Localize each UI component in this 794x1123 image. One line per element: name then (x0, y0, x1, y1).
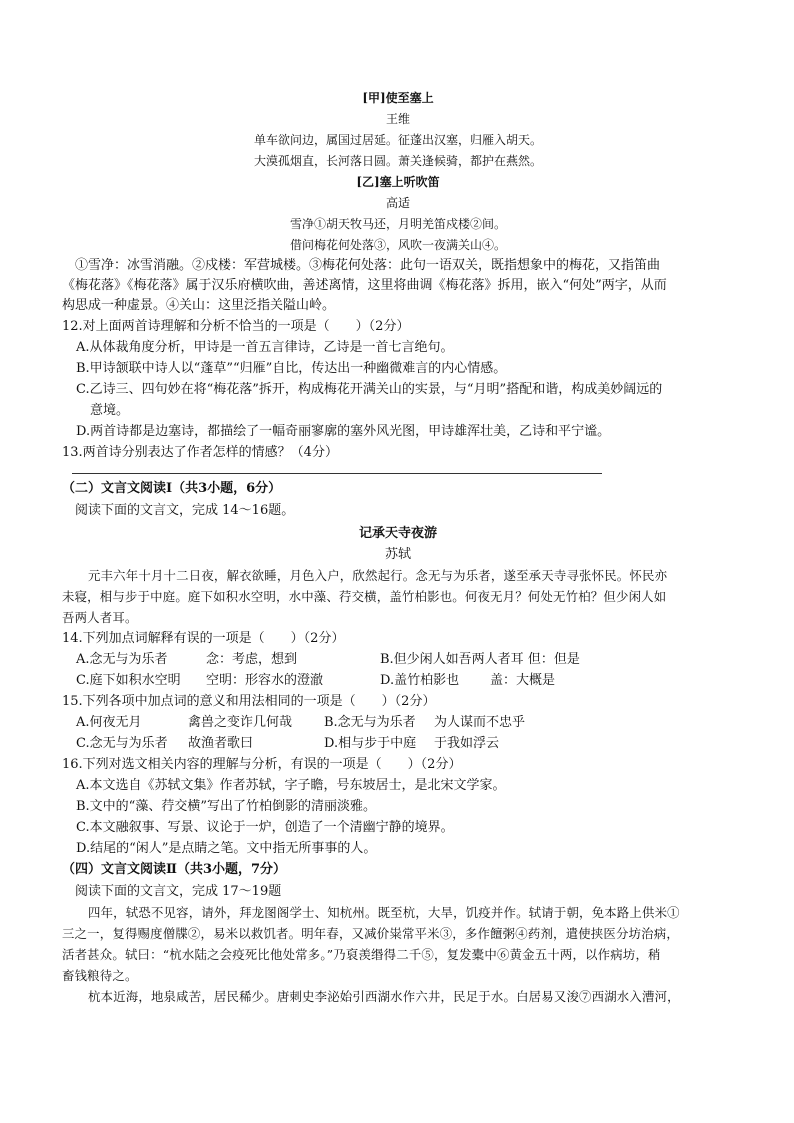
section-4-heading: （四）文言文阅读Ⅱ（共3小题，7分） (62, 862, 287, 877)
section-4-instruction: 阅读下面的文言文，完成 17～19题 (75, 884, 282, 899)
poem-note: 构思成一种虚景。④关山：这里泛指关隘山岭。 (62, 298, 336, 313)
question-15-row (62, 733, 734, 754)
question-16-option[interactable]: D.结尾的“闲人”是点睛之笔。文中指无所事事的人。 (76, 841, 377, 856)
poem-b-line: 雪净①胡天牧马还，月明羌笛戍楼②间。 (289, 217, 506, 231)
question-16-option[interactable]: A.本文选自《苏轼文集》作者苏轼，字子瞻，号东坡居士，是北宋文学家。 (76, 778, 506, 793)
question-14-row (62, 670, 734, 691)
question-15-option-d[interactable]: D.相与步于中庭 (324, 736, 417, 751)
question-14-stem: 14.下列加点词解释有误的一项是（ ）（2分） (62, 631, 345, 646)
question-16-stem: 16.下列对选文相关内容的理解与分析，有误的一项是（ ）（2分） (62, 757, 462, 772)
passage-2-line: 四年，轼恐不见容，请外，拜龙图阁学士、知杭州。既至杭，大旱，饥疫并作。轼请于朝，免本路上供米① (88, 905, 680, 920)
poem-a-title: [甲]使至塞上 (362, 91, 434, 105)
poem-a-author: 王维 (385, 112, 410, 126)
section-2-instruction: 阅读下面的文言文，完成 14～16题。 (75, 503, 295, 518)
question-12-option-cont: 意境。 (90, 403, 130, 418)
question-15-option-c-compare: 故渔者歌曰 (188, 736, 254, 751)
question-15-option-c[interactable]: C.念无与为乐者 (76, 736, 168, 751)
question-12-option[interactable]: C.乙诗三、四句妙在将“梅花落”拆开，构成梅花开满关山的实景，与“月明”搭配和谐，构成美妙阔远的 (76, 382, 663, 397)
poem-b-author: 高适 (385, 196, 410, 210)
question-15-option-a[interactable]: A.何夜无月 (76, 715, 142, 730)
poem-note: ①雪净：冰雪消融。②戍楼：军营城楼。③梅花何处落：此句一语双关，既指想象中的梅花，又指笛曲 (75, 258, 661, 273)
question-14-option-a[interactable]: A.念无与为乐者 (76, 652, 168, 667)
question-16-option[interactable]: B.文中的“藻、荇交横”写出了竹柏倒影的清丽淡雅。 (76, 799, 376, 814)
question-13-stem: 13.两首诗分别表达了作者怎样的情感？（4分） (62, 445, 338, 460)
poem-a-line: 单车欲问边，属国过居延。征蓬出汉塞，归雁入胡天。 (253, 133, 542, 147)
question-12-option[interactable]: B.甲诗颔联中诗人以“蓬草”“归雁”自比，传达出一种幽微难言的内心情感。 (76, 361, 507, 376)
passage-author: 苏轼 (384, 547, 411, 562)
question-14-option-d[interactable]: D.盖竹柏影也 (380, 673, 460, 688)
question-12-option[interactable]: A.从体裁角度分析，甲诗是一首五言律诗，乙诗是一首七言绝句。 (76, 340, 454, 355)
question-15-option-d-compare: 于我如浮云 (434, 736, 500, 751)
question-15-option-b[interactable]: B.念无与为乐者 (324, 715, 416, 730)
passage-title: 记承天寺夜游 (358, 526, 437, 541)
question-14-option-a-gloss: 念：考虑，想到 (206, 652, 298, 667)
poem-b-line: 借问梅花何处落③，风吹一夜满关山④。 (289, 238, 506, 252)
question-15-option-a-compare: 禽兽之变诈几何哉 (188, 715, 293, 730)
passage-2-line: 杭本近海，地泉咸苦，居民稀少。唐刺史李泌始引西湖水作六井，民足于水。白居易又浚⑦西湖水入漕河， (88, 989, 680, 1004)
passage-2-line: 三之一，复得赐度僧牒②，易米以救饥者。明年春，又减价粜常平米③，多作饘粥④药剂，遣使挟医分坊治病， (62, 926, 679, 941)
section-2-heading: （二）文言文阅读Ⅰ（共3小题，6分） (62, 481, 282, 496)
passage-2-line: 畜钱粮待之。 (62, 968, 138, 983)
question-14-option-b[interactable]: B.但少闲人如吾两人者耳 但：但是 (380, 652, 580, 667)
poem-a-line: 大漠孤烟直，长河落日圆。萧关逢候骑，都护在燕然。 (253, 154, 542, 168)
question-15-row (62, 712, 734, 733)
question-14-option-c-gloss: 空明：形容水的澄澈 (206, 673, 324, 688)
passage-line: 元丰六年十月十二日夜，解衣欲睡，月色入户，欣然起行。念无与为乐者，遂至承天寺寻张怀民。怀民亦 (88, 568, 668, 583)
question-15-option-b-compare: 为人谋而不忠乎 (434, 715, 526, 730)
question-12-stem: 12.对上面两首诗理解和分析不恰当的一项是（ ）（2分） (62, 319, 410, 334)
exam-page (62, 88, 734, 1007)
passage-line: 吾两人者耳。 (62, 610, 138, 625)
question-14-row (62, 649, 734, 670)
question-16-option[interactable]: C.本文融叙事、写景、议论于一炉，创造了一个清幽宁静的境界。 (76, 820, 454, 835)
passage-line: 未寝，相与步于中庭。庭下如积水空明，水中藻、荇交横，盖竹柏影也。何夜无月？何处无竹柏？但少闲人如 (62, 589, 667, 604)
passage-2-line: 活者甚众。轼曰：“杭水陆之会疫死比他处常多。”乃裒羡缗得二千⑤，复发橐中⑥黄金五十两，以作病坊，稍 (62, 947, 661, 962)
poem-note: 《梅花落》《梅花落》属于汉乐府横吹曲，善述离情，这里将曲调《梅花落》拆用，嵌入“何处”两字，从而 (62, 278, 667, 293)
answer-line[interactable] (72, 473, 602, 474)
question-15-stem: 15.下列各项中加点词的意义和用法相同的一项是（ ）（2分） (62, 694, 436, 709)
question-14-option-d-gloss: 盖：大概是 (490, 673, 556, 688)
poem-b-title: [乙]塞上听吹笛 (356, 175, 440, 189)
question-12-option[interactable]: D.两首诗都是边塞诗，都描绘了一幅奇丽寥廓的塞外风光图，甲诗雄浑壮美，乙诗和平宁谧。 (76, 424, 611, 439)
question-14-option-c[interactable]: C.庭下如积水空明 (76, 673, 181, 688)
